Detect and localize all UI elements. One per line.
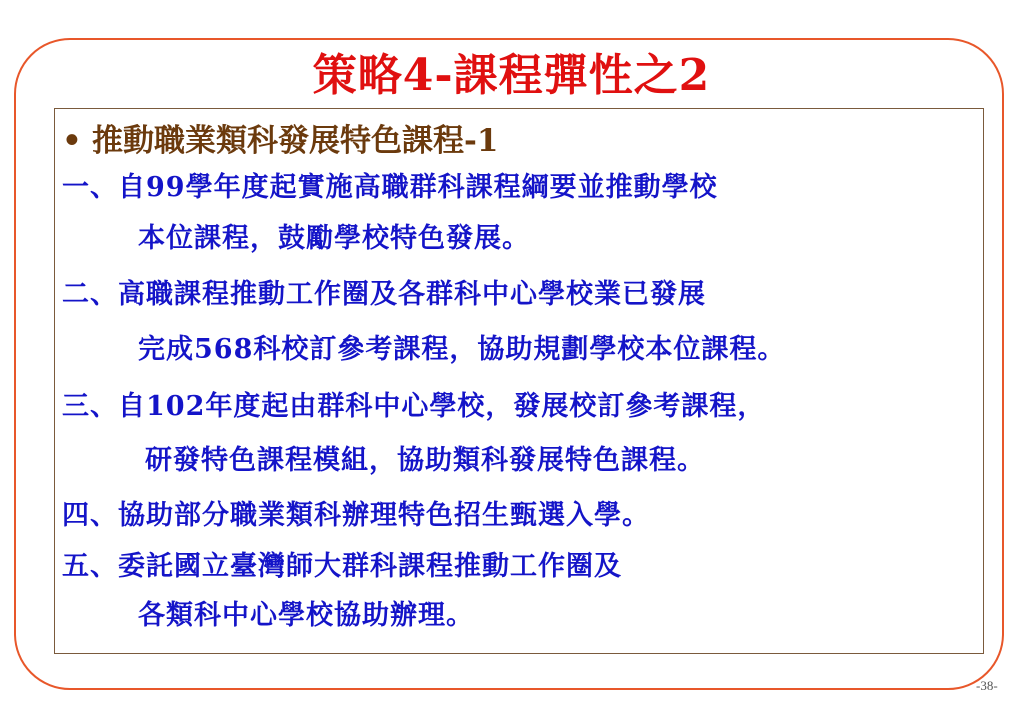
- page-number: -38-: [976, 678, 998, 693]
- item-1-line-1: 一、自99學年度起實施高職群科課程綱要並推動學校: [62, 172, 718, 203]
- item-1-line-2: 本位課程，鼓勵學校特色發展。: [138, 223, 530, 254]
- item-3-line-1: 三、自102年度起由群科中心學校，發展校訂參考課程，: [62, 391, 766, 422]
- item-2-line-1: 二、高職課程推動工作圈及各群科中心學校業已發展: [62, 279, 706, 310]
- item-4-line-1: 四、協助部分職業類科辦理特色招生甄選入學。: [62, 500, 650, 531]
- item-2-line-2: 完成568科校訂參考課程，協助規劃學校本位課程。: [138, 334, 786, 365]
- bullet-icon: •: [62, 123, 82, 159]
- bullet-heading-text: 推動職業類科發展特色課程-1: [92, 123, 499, 159]
- item-5-line-1: 五、委託國立臺灣師大群科課程推動工作圈及: [62, 551, 622, 582]
- bullet-heading: [62, 118, 498, 164]
- slide-title: 策略4-課程彈性之2: [312, 50, 711, 101]
- item-5-line-2: 各類科中心學校協助辦理。: [138, 600, 474, 631]
- item-3-line-2: 研發特色課程模組，協助類科發展特色課程。: [145, 445, 705, 476]
